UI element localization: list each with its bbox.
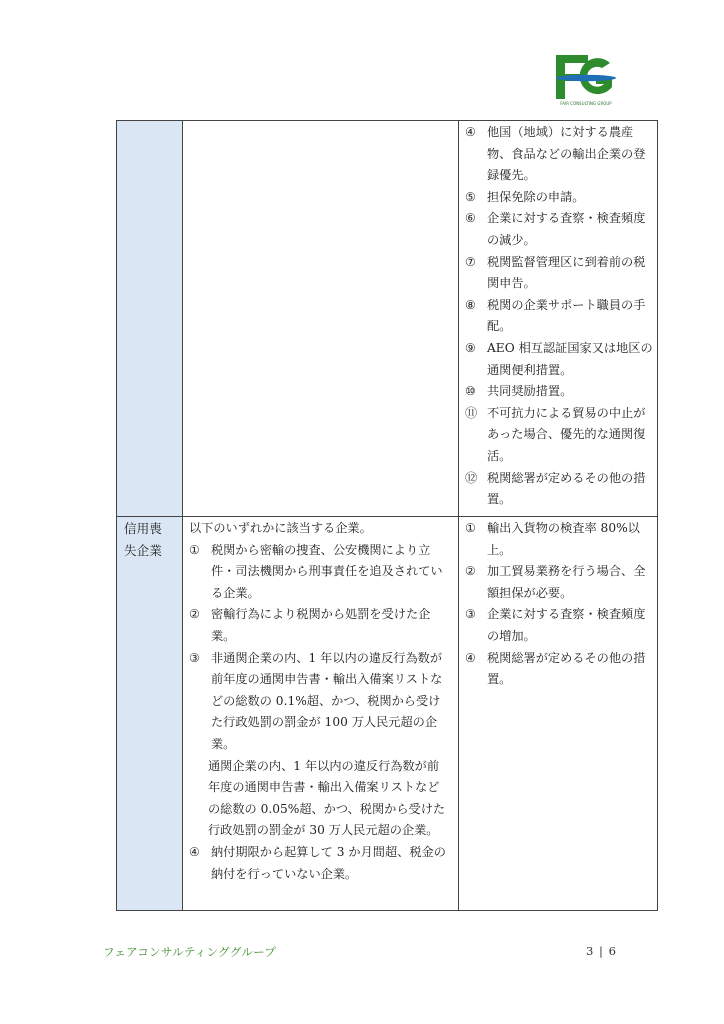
list-item: ① 輸出入貨物の検査率 80%以上。 [465,521,640,557]
list-item: ② 加工貿易業務を行う場合、全額担保が必要。 [465,564,646,600]
support-measures-table [116,120,658,911]
list-item: ⑪ 不可抗力による貿易の中止があった場合、優先的な通関復活。 [465,405,646,463]
list-item: ⑩ 共同奨励措置。 [465,384,573,399]
list-item: ⑤ 担保免除の申請。 [465,189,585,204]
list-item: ⑫ 税関総署が定めるその他の措置。 [465,470,646,507]
list-item: ② 密輸行為により税関から処罰を受けた企業。 [189,607,431,643]
row2-label: 信用喪失企業 [124,521,162,558]
list-item: ⑦ 税関監督管理区に到着前の税関申告。 [465,254,646,291]
row2-conditions [189,518,451,885]
list-item: ① 税関から密輸の捜査、公安機関により立件・司法機関から刑事責任を追及されている企業。 [189,542,443,600]
list-item: ⑨ AEO 相互認証国家又は地区の通関便利措置。 [465,340,653,377]
conditions-intro: 以下のいずれかに該当する企業。 [189,521,372,535]
condition-3-continuation: 通関企業の内、1 年以内の違反行為数が前年度の通関申告書・輸出入備案リストなどの総数の 0.05%超、かつ、税関から受けた行政処罰の罰金が 30 万人民元超の企業。 [208,758,446,838]
list-item: ⑧ 税関の企業サポート職員の手配。 [465,297,646,334]
footer-company-name: フェアコンサルティンググループ [103,945,277,959]
list-item: ④ 納付期限から起算して 3 か月間超、税金の納付を行っていない企業。 [189,844,446,881]
company-logo [552,53,620,111]
list-item: ④ 税関総署が定めるその他の措置。 [465,650,646,687]
fg-logo-icon [552,53,620,101]
list-item: ③ 企業に対する査察・検査頻度の増加。 [465,607,646,643]
list-item: ⑥ 企業に対する査察・検査頻度の減少。 [465,211,646,247]
list-item: ③ 非通関企業の内、1 年以内の違反行為数が前年度の通関申告書・輸出入備案リストなどの総数の 0.1%超、かつ、税関から受けた行政処罰の罰金が 100 万人民元超の企業。 [189,650,443,751]
logo-subtitle: FAIR CONSULTING GROUP [560,101,612,106]
row1-measures [465,122,653,511]
page-number: 3 | 6 [586,944,618,958]
row-divider [117,516,657,517]
list-item: ④ 他国（地域）に対する農産物、食品などの輸出企業の登録優先。 [465,125,646,183]
row2-measures [465,518,653,691]
